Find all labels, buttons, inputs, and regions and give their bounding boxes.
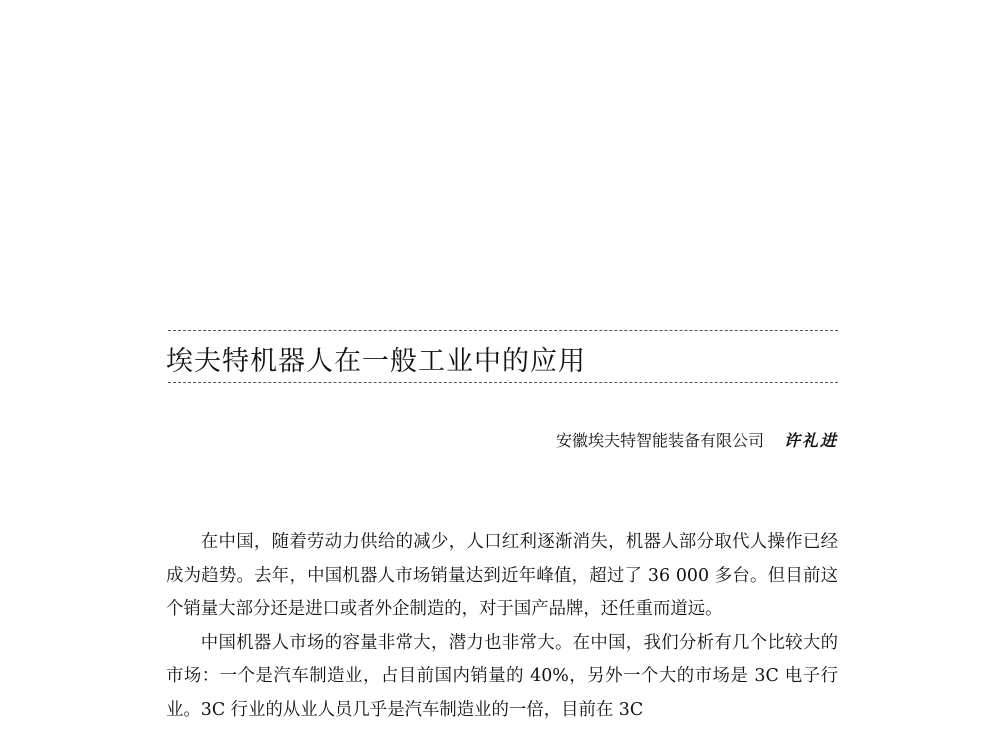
paragraph: 在中国，随着劳动力供给的减少，人口红利逐渐消失，机器人部分取代人操作已经成为趋势。去年，中国机器人市场销量达到近年峰值，超过了 36 000 多台。但目前这个销量大部分还是进口或者外企制造的，对于国产品牌，还任重而道远。 [166,532,838,619]
title-bottom-rule [168,382,838,383]
title-top-rule [168,330,838,331]
byline [556,428,838,451]
article-body [166,526,838,727]
paragraph: 中国机器人市场的容量非常大，潜力也非常大。在中国，我们分析有几个比较大的市场：一个是汽车制造业，占目前国内销量的 40%，另外一个大的市场是 3C 电子行业。3C 行业的从业人员几乎是汽车制造业的一倍，目前在 3C [166,632,838,720]
article-title: 埃夫特机器人在一般工业中的应用 [166,346,586,377]
author-name: 许礼进 [783,431,838,450]
author-affiliation: 安徽埃夫特智能装备有限公司 [555,431,764,450]
